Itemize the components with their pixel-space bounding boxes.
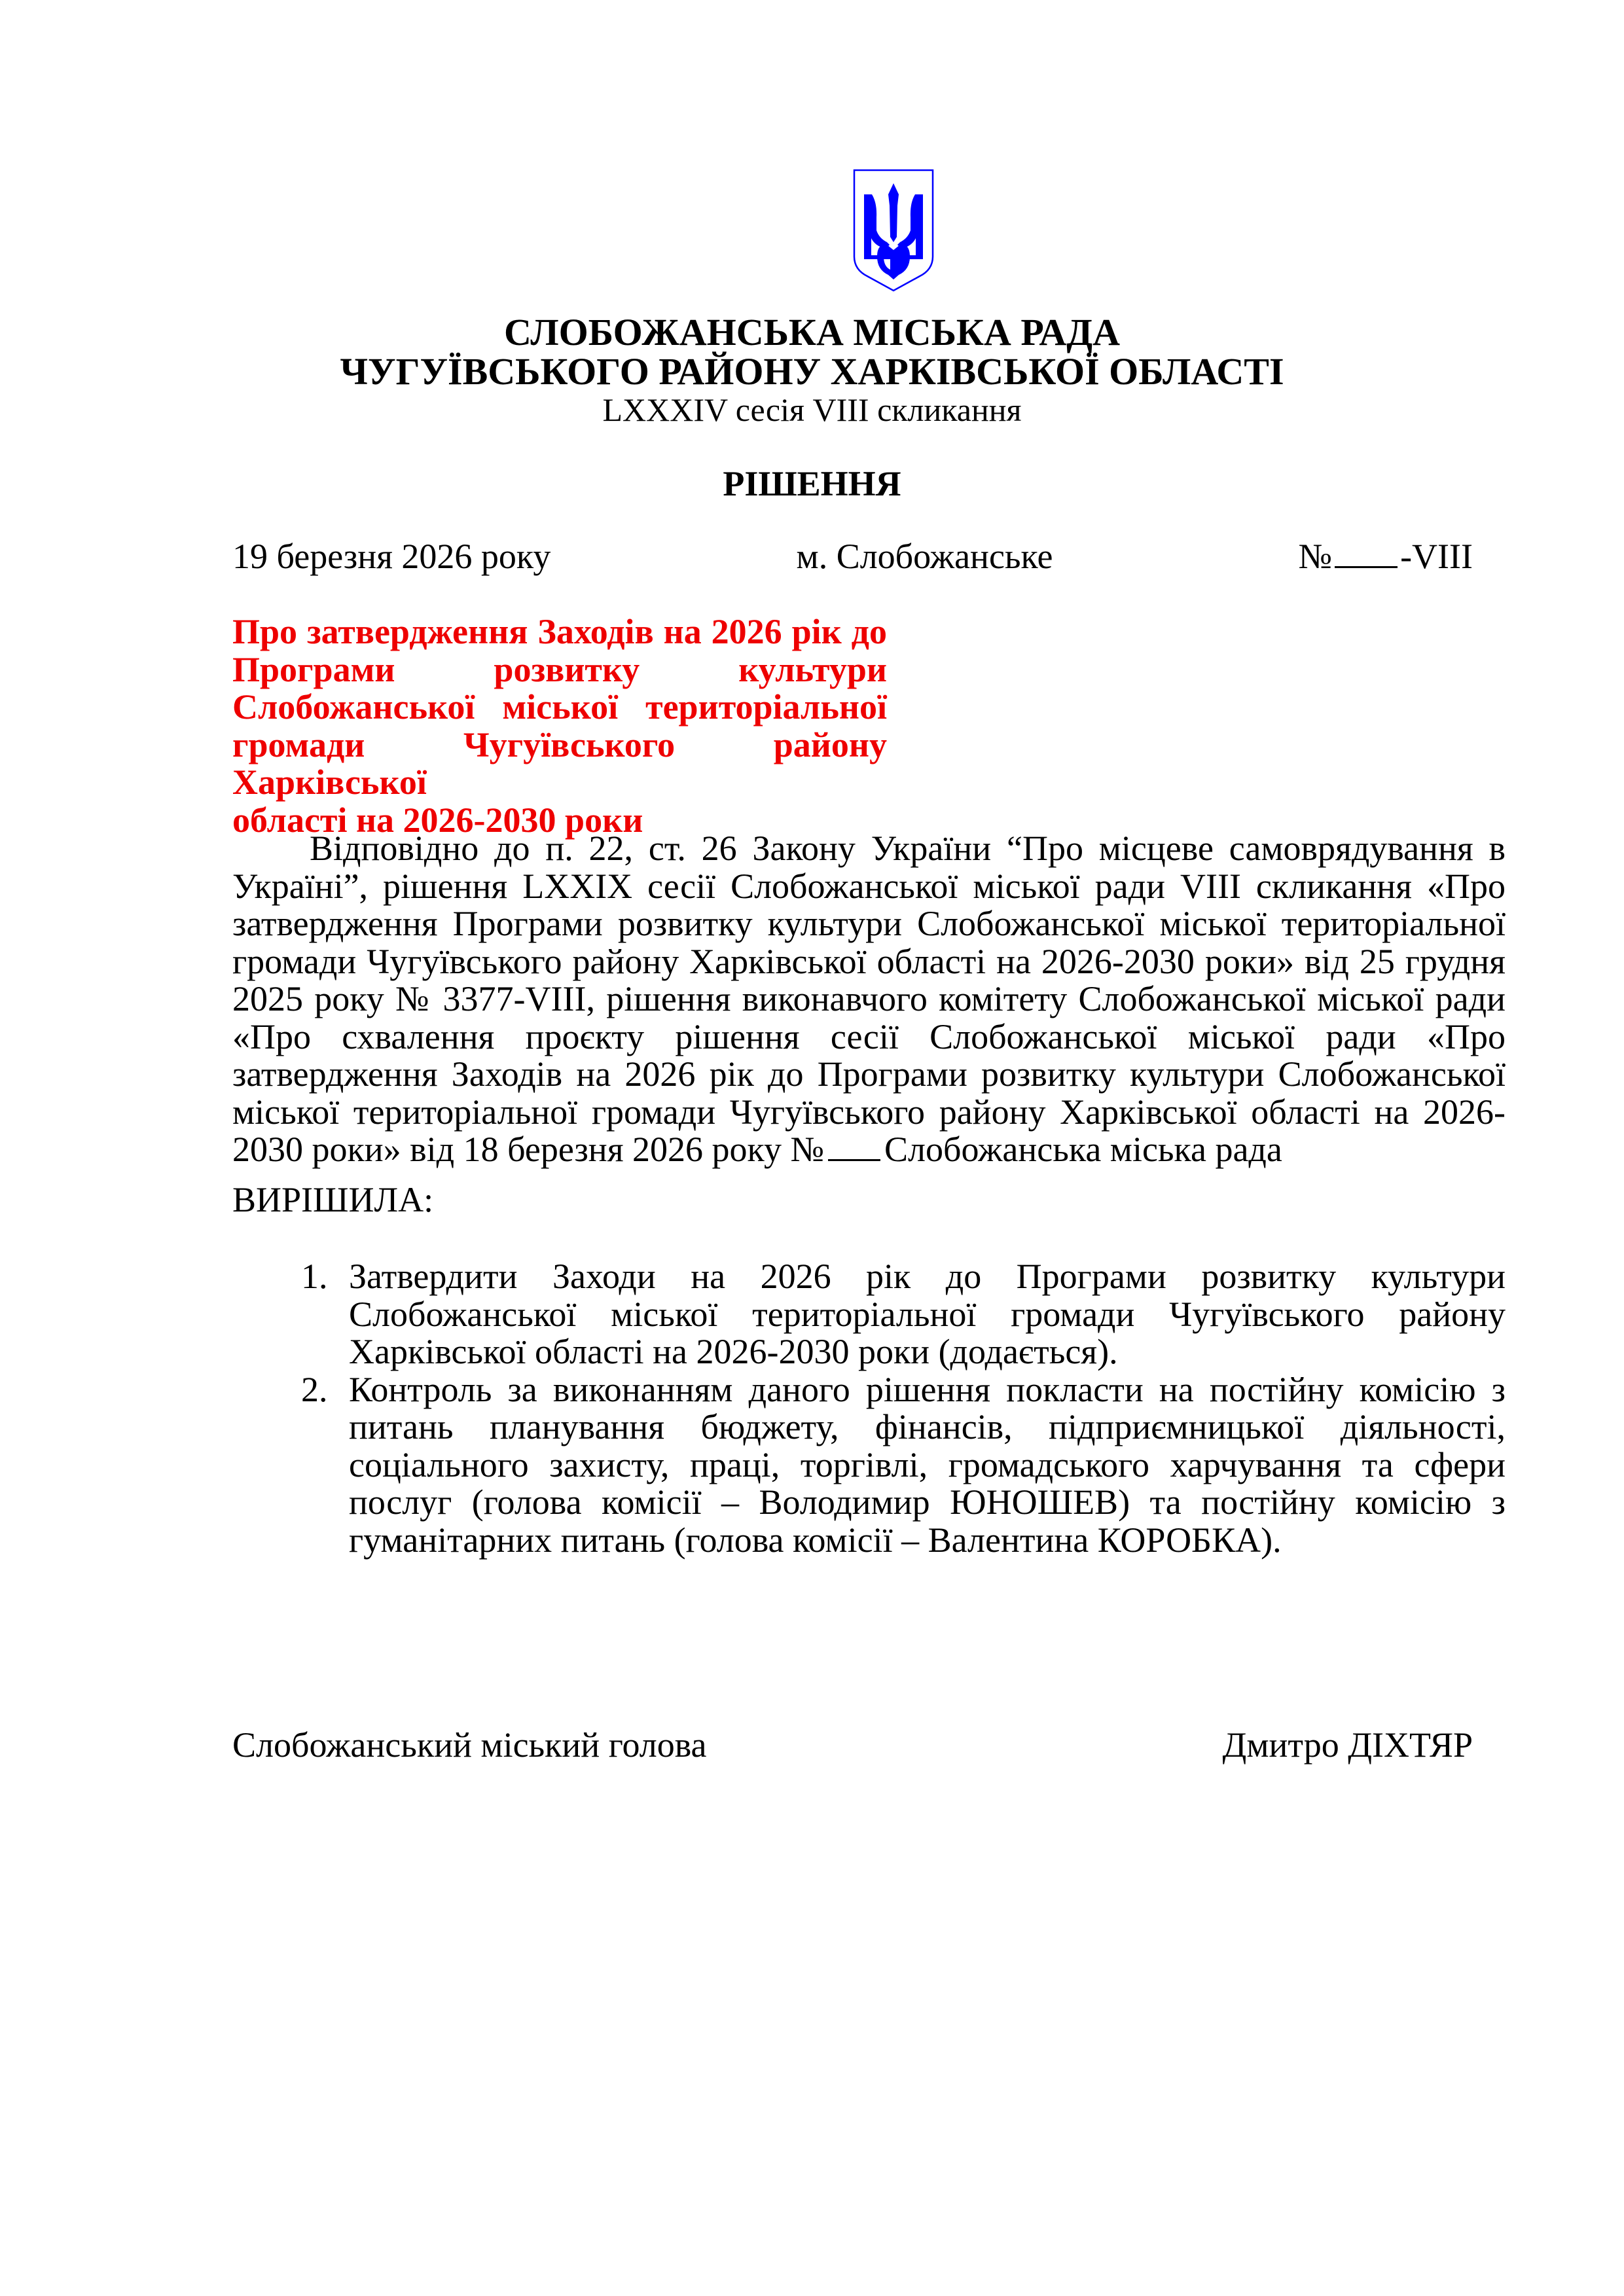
subject-line: області на 2026-2030 роки (232, 800, 643, 840)
signatory-position: Слобожанський міський голова (232, 1725, 707, 1765)
preamble (232, 830, 1506, 1169)
subject-line: Слобожанської міської територіальної (232, 687, 887, 726)
subject-line: Про затвердження Заходів на 2026 рік до (232, 612, 887, 651)
subject-line: Програми розвитку культури (232, 649, 887, 689)
session-line: LXXXIV сесія VIII скликання (602, 391, 1022, 428)
trident-emblem-icon (848, 165, 939, 293)
district-name: ЧУГУЇВСЬКОГО РАЙОНУ ХАРКІВСЬКОЇ ОБЛАСТІ (340, 350, 1284, 393)
item-number: 1. (301, 1257, 328, 1296)
item-number: 2. (301, 1369, 328, 1409)
council-name: СЛОБОЖАНСЬКА МІСЬКА РАДА (503, 311, 1121, 353)
preamble-text: Відповідно до п. 22, ст. 26 Закону України “Про місцеве самоврядування в Україні”, рішення LXXIX сесії Слобожанської міської ради VIII скликання «Про затвердження Програми розвитку культури Слобожанської міської територіальної громади Чугуївського району Харківської області на 2026-2030 роки» від 25 грудня 2025 року № 3377-VIII, рішення виконавчого комітету Слобожанської міської ради «Про схвалення проєкту рішення сесії Слобожанської міської ради «Про затвердження Заходів на 2026 рік до Програми розвитку культури Слобожанської міської територіальної громади Чугуївського району Харківської області на 2026-2030 роки» від 18 березня 2026 року № (232, 829, 1506, 1169)
preamble-council: Слобожанська міська рада (884, 1130, 1282, 1169)
signatory-name: Дмитро ДІХТЯР (1222, 1725, 1473, 1765)
resolved-label: ВИРІШИЛА: (232, 1180, 434, 1219)
item-text: Контроль за виконанням даного рішення покласти на постійну комісію з питань планування бюджету, фінансів, підприємницької діяльності, соціального захисту, праці, торгівлі, громадського харчування та сфери послуг (голова комісії – Володимир ЮНОШЕВ) та постійну комісію з гуманітарних питань (голова комісії – Валентина КОРОБКА). (349, 1369, 1506, 1560)
decision-place: м. Слобожанське (796, 537, 1053, 576)
list-item (232, 1258, 1506, 1371)
decision-date: 19 березня 2026 року (232, 537, 551, 576)
document-meta-row (232, 537, 1473, 576)
subject-line: громади Чугуївського району Харківської (232, 725, 887, 802)
decision-number: № -VIII (1298, 537, 1473, 576)
number-blank (828, 1133, 880, 1161)
item-text: Затвердити Заходи на 2026 рік до Програми розвитку культури Слобожанської міської територіальної громади Чугуївського району Харківської області на 2026-2030 роки (додається). (349, 1257, 1506, 1371)
list-item (232, 1371, 1506, 1560)
signature-block (232, 1725, 1473, 1765)
document-type-title: РІШЕННЯ (723, 464, 901, 503)
resolution-items (232, 1258, 1506, 1559)
decision-subject (232, 613, 887, 839)
number-blank (1335, 537, 1398, 568)
